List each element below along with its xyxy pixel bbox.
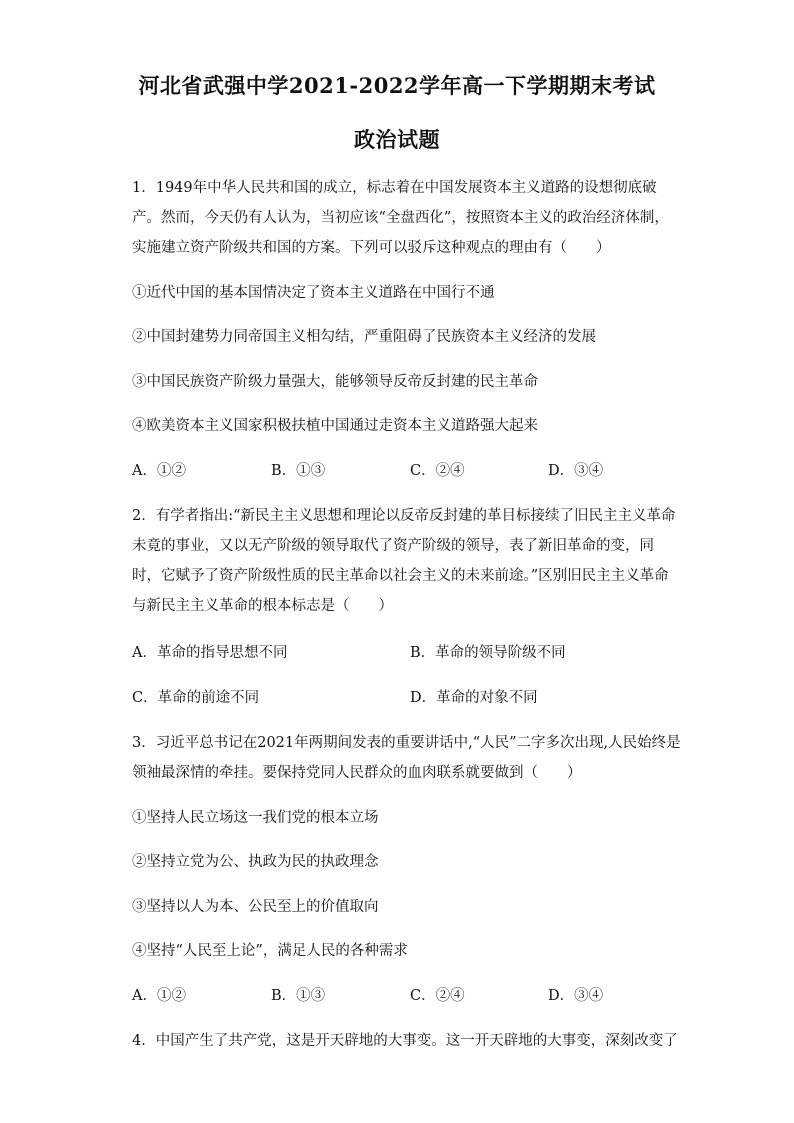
- question-2-stem-line-4: 与新民主主义革命的根本标志是（ ）: [132, 598, 393, 614]
- question-2-stem-line-3: 时，它赋予了资产阶级性质的民主革命以社会主义的未来前途。”区别旧民主主义革命: [132, 568, 669, 584]
- question-1-item-3: ③中国民族资产阶级力量强大，能够领导反帝反封建的民主革命: [132, 374, 538, 390]
- question-3-option-d: D．③④: [548, 988, 604, 1004]
- question-3-option-b: B．①③: [271, 988, 326, 1004]
- question-1-item-1: ①近代中国的基本国情决定了资本主义道路在中国行不通: [132, 285, 495, 301]
- question-2-option-d: D．革命的对象不同: [410, 690, 538, 706]
- question-1-item-4: ④欧美资本主义国家积极扶植中国通过走资本主义道路强大起来: [132, 418, 538, 434]
- question-1-stem-line-2: 产。然而，今天仍有人认为，当初应该“全盘西化”，按照资本主义的政治经济体制，: [132, 210, 669, 226]
- question-1-item-2: ②中国封建势力同帝国主义相勾结，严重阻碍了民族资本主义经济的发展: [132, 329, 596, 345]
- exam-subject: 政治试题: [354, 127, 440, 152]
- question-3-item-3: ③坚持以人为本、公民至上的价值取向: [132, 899, 379, 915]
- question-1-stem-line-3: 实施建立资产阶级共和国的方案。下列可以驳斥这种观点的理由有（ ）: [132, 240, 611, 256]
- question-3-item-4: ④坚持“人民至上论”，满足人民的各种需求: [132, 943, 408, 959]
- exam-title: 河北省武强中学2021-2022学年高一下学期期末考试: [138, 73, 656, 98]
- question-2-option-c: C．革命的前途不同: [132, 690, 260, 706]
- question-3-item-2: ②坚持立党为公、执政为民的执政理念: [132, 854, 379, 870]
- question-1-option-d: D．③④: [548, 463, 604, 479]
- question-3-stem-line-1: 3．习近平总书记在2021年两期间发表的重要讲话中,“人民”二字多次出现,人民始终是: [132, 735, 681, 751]
- question-2-stem-line-2: 未竟的事业，又以无产阶级的领导取代了资产阶级的领导，表了新旧革命的变，同: [132, 538, 654, 554]
- question-1-option-a: A．①②: [132, 463, 186, 479]
- question-1-stem-line-1: 1．1949年中华人民共和国的成立，标志着在中国发展资本主义道路的设想彻底破: [132, 180, 657, 196]
- question-4-stem-line-1: 4．中国产生了共产党，这是开天辟地的大事变。这一开天辟地的大事变，深刻改变了: [132, 1033, 678, 1049]
- question-1-option-b: B．①③: [271, 463, 326, 479]
- question-3-stem-line-2: 领袖最深情的牵挂。要保持党同人民群众的血肉联系就要做到（ ）: [132, 765, 582, 781]
- question-3-option-c: C．②④: [410, 988, 465, 1004]
- question-2-option-a: A．革命的指导思想不同: [132, 645, 288, 661]
- question-3-item-1: ①坚持人民立场这一我们党的根本立场: [132, 810, 379, 826]
- question-2-stem-line-1: 2．有学者指出:“新民主主义思想和理论以反帝反封建的革目标接续了旧民主主义革命: [132, 508, 676, 524]
- question-3-option-a: A．①②: [132, 988, 186, 1004]
- question-2-option-b: B．革命的领导阶级不同: [410, 645, 566, 661]
- question-1-option-c: C．②④: [410, 463, 465, 479]
